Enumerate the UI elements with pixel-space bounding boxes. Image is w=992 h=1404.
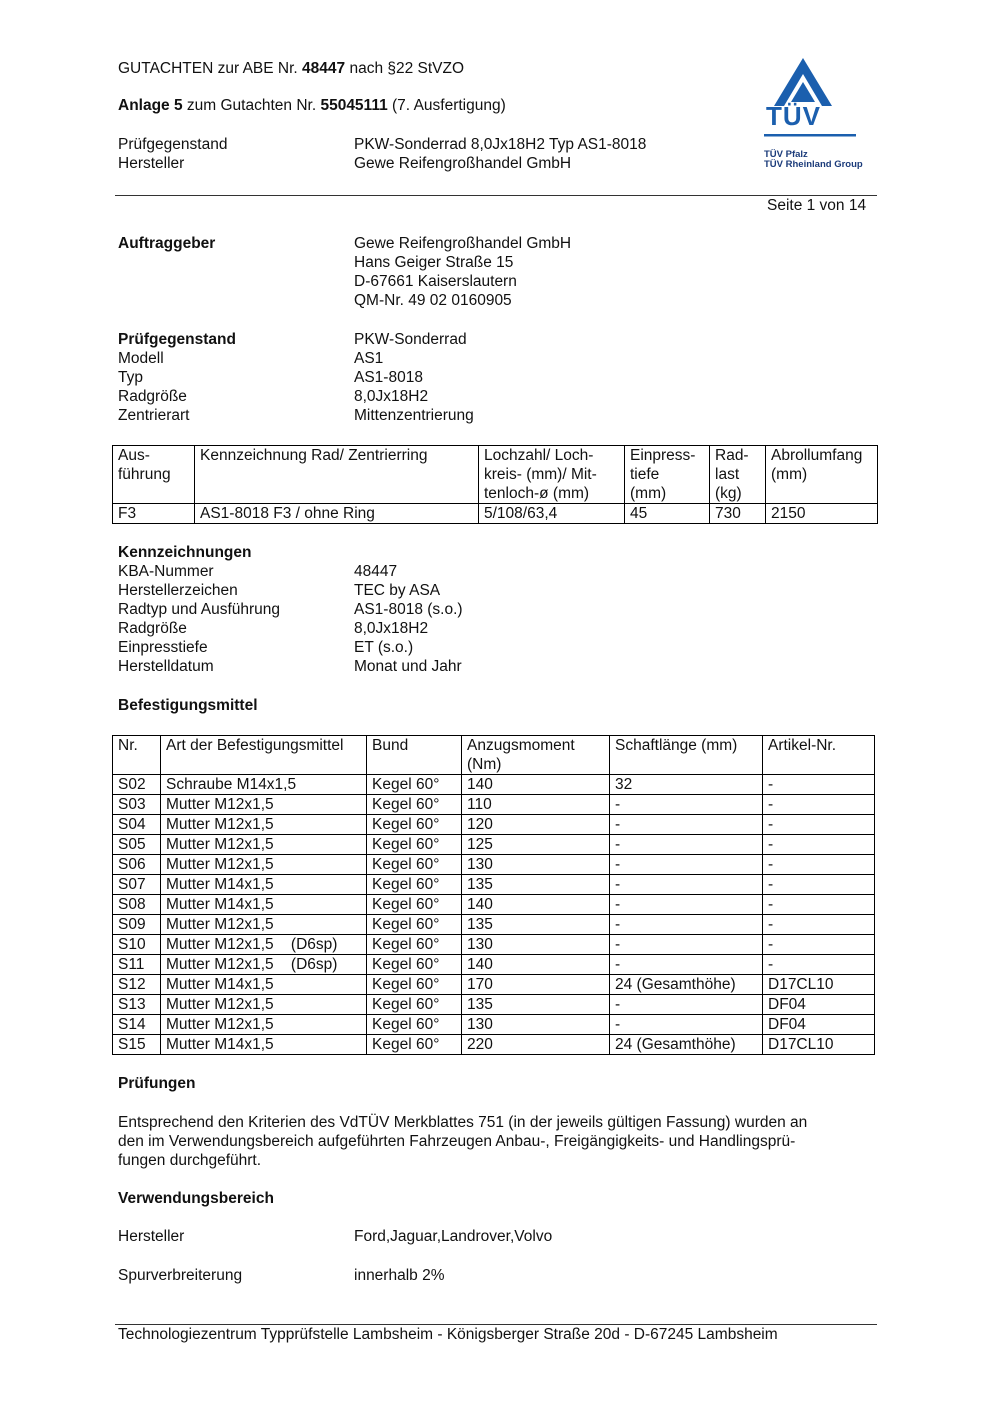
table-cell: 170 — [462, 975, 610, 995]
befestigung-label — [118, 697, 258, 715]
tuev-line-2: TÜV Rheinland Group — [764, 159, 863, 170]
table-row — [113, 795, 875, 815]
table-cell: - — [763, 915, 875, 935]
kenn-row-key: KBA-Nummer — [118, 563, 214, 580]
footer-text: Technologiezentrum Typprüfstelle Lambsheim - Königsberger Straße 20d - D-67245 Lambsheim — [118, 1326, 778, 1343]
table-cell: S06 — [113, 855, 161, 875]
header-text: zum Gutachten Nr. — [182, 97, 321, 114]
befestigung-table — [112, 735, 875, 1055]
header-text: GUTACHTEN zur ABE Nr. — [118, 60, 303, 77]
auftraggeber-line: QM-Nr. 49 02 0160905 — [354, 292, 512, 309]
table-cell: - — [610, 875, 763, 895]
col-header: Einpress- tiefe (mm) — [625, 446, 710, 504]
table-cell: D17CL10 — [763, 1035, 875, 1055]
table-cell: - — [763, 935, 875, 955]
auftraggeber-line: D-67661 Kaiserslautern — [354, 273, 517, 290]
kenn-row-value: TEC by ASA — [354, 582, 441, 599]
table-cell: Kegel 60° — [367, 875, 462, 895]
table-cell: S09 — [113, 915, 161, 935]
table-row — [113, 995, 875, 1015]
table-cell: Mutter M12x1,5 (D6sp) — [161, 935, 367, 955]
auftraggeber-line: Gewe Reifengroßhandel GmbH — [354, 235, 572, 252]
verwendungsbereich-label — [118, 1190, 274, 1208]
auftraggeber-heading: Auftraggeber — [118, 235, 216, 252]
page-number: Seite 1 von 14 — [767, 197, 867, 214]
table-cell: DF04 — [763, 1015, 875, 1035]
table-cell: S03 — [113, 795, 161, 815]
pruefgegenstand-value: PKW-Sonderrad — [354, 331, 467, 348]
pruefgegenstand-label — [118, 331, 236, 349]
table-cell: 32 — [610, 775, 763, 795]
table-row — [113, 1035, 875, 1055]
kenn-row-key: Radgröße — [118, 620, 187, 637]
kenn-row-key: Herstelldatum — [118, 658, 214, 675]
table-cell: 130 — [462, 935, 610, 955]
table-cell: 130 — [462, 855, 610, 875]
table-cell: Mutter M14x1,5 — [161, 875, 367, 895]
table-cell: 125 — [462, 835, 610, 855]
footer-divider — [115, 1324, 877, 1325]
table-cell: 135 — [462, 875, 610, 895]
table-cell: Mutter M12x1,5 — [161, 815, 367, 835]
table-cell: - — [610, 855, 763, 875]
table-cell: S11 — [113, 955, 161, 975]
table-cell: 140 — [462, 955, 610, 975]
table-cell: AS1-8018 F3 / ohne Ring — [195, 504, 479, 524]
header-hersteller-value: Gewe Reifengroßhandel GmbH — [354, 155, 572, 172]
abe-number: 48447 — [302, 60, 346, 77]
table-cell: 130 — [462, 1015, 610, 1035]
table-row — [113, 1015, 875, 1035]
table-cell: 140 — [462, 895, 610, 915]
table-row — [113, 935, 875, 955]
pruef-row-value: AS1-8018 — [354, 369, 423, 386]
table-cell: Mutter M14x1,5 — [161, 975, 367, 995]
table-cell: - — [610, 1015, 763, 1035]
kenn-row-key: Herstellerzeichen — [118, 582, 238, 599]
table-cell: 140 — [462, 775, 610, 795]
table-row — [113, 975, 875, 995]
table-cell: - — [763, 835, 875, 855]
table-cell: S14 — [113, 1015, 161, 1035]
kenn-row-value: 8,0Jx18H2 — [354, 620, 429, 637]
kenn-row-key: Einpresstiefe — [118, 639, 208, 656]
col-header: Nr. — [113, 736, 161, 775]
table-cell: - — [763, 895, 875, 915]
table-row — [113, 504, 878, 524]
pruef-row-key: Zentrierart — [118, 407, 190, 424]
table-cell: Kegel 60° — [367, 935, 462, 955]
table-cell: Mutter M12x1,5 (D6sp) — [161, 955, 367, 975]
vb-hersteller-value: Ford,Jaguar,Landrover,Volvo — [354, 1228, 553, 1245]
table-row — [113, 855, 875, 875]
table-cell: - — [610, 835, 763, 855]
table-cell: Kegel 60° — [367, 855, 462, 875]
table-cell: 110 — [462, 795, 610, 815]
kenn-row-value: ET (s.o.) — [354, 639, 414, 656]
header-pruef-value: PKW-Sonderrad 8,0Jx18H2 Typ AS1-8018 — [354, 136, 647, 153]
table-cell: - — [763, 815, 875, 835]
pruef-row-key: Radgröße — [118, 388, 187, 405]
col-header: Art der Befestigungsmittel — [161, 736, 367, 775]
kenn-row-key: Radtyp und Ausführung — [118, 601, 281, 618]
table-cell: Mutter M14x1,5 — [161, 895, 367, 915]
table-cell: Kegel 60° — [367, 815, 462, 835]
table-cell: - — [763, 855, 875, 875]
table-cell: - — [610, 915, 763, 935]
table-cell: - — [610, 815, 763, 835]
table-row — [113, 915, 875, 935]
table-cell: 45 — [625, 504, 710, 524]
table-cell: S12 — [113, 975, 161, 995]
table-cell: S10 — [113, 935, 161, 955]
table-header-row — [113, 736, 875, 775]
table-cell: 5/108/63,4 — [479, 504, 625, 524]
table-cell: - — [763, 795, 875, 815]
table-cell: - — [763, 775, 875, 795]
table-cell: 24 (Gesamthöhe) — [610, 1035, 763, 1055]
col-header: Bund — [367, 736, 462, 775]
table-cell: S08 — [113, 895, 161, 915]
table-cell: Mutter M12x1,5 — [161, 835, 367, 855]
kennzeichnungen-label — [118, 544, 251, 562]
table-cell: Mutter M12x1,5 — [161, 915, 367, 935]
col-header: Abrollumfang (mm) — [766, 446, 878, 504]
table-cell: S02 — [113, 775, 161, 795]
table-row — [113, 775, 875, 795]
gutachten-number: 55045111 — [320, 97, 388, 114]
table-cell: 135 — [462, 915, 610, 935]
table-cell: 135 — [462, 995, 610, 1015]
kenn-row-value: AS1-8018 (s.o.) — [354, 601, 463, 618]
table-cell: Mutter M12x1,5 — [161, 855, 367, 875]
befestigung-body — [113, 775, 875, 1055]
pruefungen-text-line: fungen durchgeführt. — [118, 1152, 262, 1169]
table-cell: 24 (Gesamthöhe) — [610, 975, 763, 995]
col-header: Lochzahl/ Loch- kreis- (mm)/ Mit- tenloch-ø (mm) — [479, 446, 625, 504]
table-cell: Schraube M14x1,5 — [161, 775, 367, 795]
table-cell: 2150 — [766, 504, 878, 524]
table-cell: Mutter M12x1,5 — [161, 995, 367, 1015]
table-cell: S04 — [113, 815, 161, 835]
table-cell: - — [763, 875, 875, 895]
table-cell: Mutter M12x1,5 — [161, 795, 367, 815]
table-cell: F3 — [113, 504, 195, 524]
tuev-brand: TÜV — [766, 101, 821, 131]
table-cell: Kegel 60° — [367, 995, 462, 1015]
table-cell: Kegel 60° — [367, 915, 462, 935]
table-cell: - — [610, 935, 763, 955]
anlage-label: Anlage 5 — [118, 97, 183, 114]
ausfuehrung-table — [112, 445, 878, 524]
tuev-line-1: TÜV Pfalz — [764, 149, 808, 160]
table-header-row — [113, 446, 878, 504]
pruefungen-label — [118, 1075, 196, 1093]
table-cell: 220 — [462, 1035, 610, 1055]
table-cell: 120 — [462, 815, 610, 835]
table-cell: Kegel 60° — [367, 775, 462, 795]
table-cell: Kegel 60° — [367, 955, 462, 975]
table-cell: Mutter M14x1,5 — [161, 1035, 367, 1055]
table-row — [113, 895, 875, 915]
table-cell: Mutter M12x1,5 — [161, 1015, 367, 1035]
col-header: Rad- last (kg) — [710, 446, 766, 504]
vb-hersteller-label: Hersteller — [118, 1228, 185, 1245]
table-cell: - — [610, 995, 763, 1015]
table-row — [113, 835, 875, 855]
kenn-row-value: 48447 — [354, 563, 398, 580]
col-header: Kennzeichnung Rad/ Zentrierring — [195, 446, 479, 504]
pruef-row-key: Typ — [118, 369, 143, 386]
befestigung-heading: Befestigungsmittel — [118, 697, 258, 714]
kenn-row-value: Monat und Jahr — [354, 658, 462, 675]
pruefungen-heading: Prüfungen — [118, 1075, 196, 1092]
header-divider — [115, 195, 877, 196]
pruef-row-key: Modell — [118, 350, 164, 367]
header-line-2 — [118, 97, 506, 115]
col-header: Schaftlänge (mm) — [610, 736, 763, 775]
kennzeichnungen-heading: Kennzeichnungen — [118, 544, 252, 561]
header-hersteller-label: Hersteller — [118, 155, 185, 172]
table-cell: - — [610, 795, 763, 815]
tuev-logo-text — [764, 150, 863, 170]
pruef-row-value: AS1 — [354, 350, 384, 367]
pruef-row-value: 8,0Jx18H2 — [354, 388, 429, 405]
table-cell: Kegel 60° — [367, 975, 462, 995]
table-cell: Kegel 60° — [367, 1015, 462, 1035]
table-cell: Kegel 60° — [367, 795, 462, 815]
col-header: Anzugsmoment (Nm) — [462, 736, 610, 775]
table-cell: S05 — [113, 835, 161, 855]
table-row — [113, 955, 875, 975]
table-cell: S07 — [113, 875, 161, 895]
table-cell: - — [763, 955, 875, 975]
table-cell: - — [610, 895, 763, 915]
header-pruef-label: Prüfgegenstand — [118, 136, 228, 153]
table-cell: Kegel 60° — [367, 1035, 462, 1055]
table-cell: 730 — [710, 504, 766, 524]
header-text: (7. Ausfertigung) — [387, 97, 506, 114]
table-cell: D17CL10 — [763, 975, 875, 995]
table-cell: S13 — [113, 995, 161, 1015]
verwendungsbereich-heading: Verwendungsbereich — [118, 1190, 274, 1207]
table-row — [113, 875, 875, 895]
vb-spur-label: Spurverbreiterung — [118, 1267, 243, 1284]
pruefungen-text-line: Entsprechend den Kriterien des VdTÜV Merkblattes 751 (in der jeweils gültigen Fassung) wurden an — [118, 1114, 808, 1131]
col-header: Artikel-Nr. — [763, 736, 875, 775]
table-cell: Kegel 60° — [367, 835, 462, 855]
auftraggeber-label — [118, 235, 215, 253]
header-text: nach §22 StVZO — [345, 60, 465, 77]
table-cell: DF04 — [763, 995, 875, 1015]
col-header: Aus- führung — [113, 446, 195, 504]
table-cell: Kegel 60° — [367, 895, 462, 915]
table-row — [113, 815, 875, 835]
table-cell: S15 — [113, 1035, 161, 1055]
header-line-1 — [118, 60, 464, 78]
pruefungen-text-line: den im Verwendungsbereich aufgeführten Fahrzeugen Anbau-, Freigängigkeits- und Handlingsprü- — [118, 1133, 796, 1150]
table-cell: - — [610, 955, 763, 975]
pruefgegenstand-heading: Prüfgegenstand — [118, 331, 236, 348]
vb-spur-value: innerhalb 2% — [354, 1267, 445, 1284]
pruef-row-value: Mittenzentrierung — [354, 407, 474, 424]
auftraggeber-line: Hans Geiger Straße 15 — [354, 254, 514, 271]
